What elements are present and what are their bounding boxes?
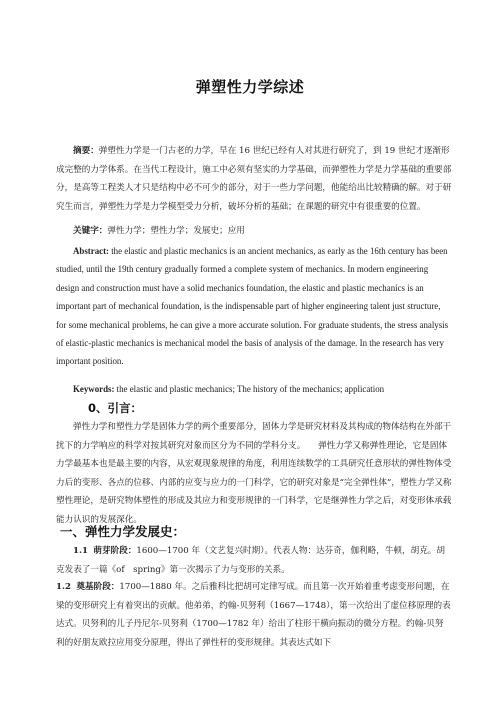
keywords-en [56,380,452,398]
abstract-cn-text: 弹塑性力学是一门古老的力学，早在 16 世纪已经有人对其进行研究了，到 19 世纪才逐渐形成完整的力学体系。在当代工程设计，施工中必须有坚实的力学基础，而弹塑性力学是力学基础的重要部分，是高等工程类人才只是结构中必不可少的部分，对于一些力学问题，他能给出比较精确的解。对于研究生而言，弹塑性力学是力学模型受力分析，破坏分析的基础；在课题的研究中有很重要的位置。 [56,146,452,212]
abstract-cn [56,142,452,216]
item-1-1-num: 1.1 [73,546,88,556]
item-1-2-num: 1.2 [56,582,71,592]
page-title: 弹塑性力学综述 [195,78,305,96]
abstract-en [56,242,452,371]
section-1-heading: 一、弹性力学发展史： [60,524,186,539]
keywords-en-text: the elastic and plastic mechanics; The history of the mechanics; application [114,384,385,394]
item-1-1-text: 1600—1700 年（文艺复兴时期）。代表人物：达芬奇，伽利略，牛顿，胡克。胡克发表了一篇《of spring》第一次揭示了力与变形的关系。 [56,546,445,575]
abstract-en-text: the elastic and plastic mechanics is an ancient mechanics, as early as the 16th century has been studied, until the 19th century gradually formed a complete system of mechanics. In modern engineering design and construction must have a solid mechanics foundation, the elastic and plastic mechanics is an important part of mechanical foundation, is the indispensable part of higher engineering talent just structure, for some mechanical problems, he can give a more accurate solution. For graduate students, the stress analysis of elastic-plastic mechanics is mechanical model the basis of analysis of the damage. In the research has very important position. [56,246,449,367]
abstract-cn-label: 摘要： [73,146,99,156]
keywords-en-label: Keywords: [73,384,115,394]
keywords-cn-text: 弹性力学；塑性力学；发展史；应用 [107,226,245,236]
intro-heading: 0、引言： [88,401,143,415]
abstract-en-label: Abstract: [73,246,109,256]
item-1-1-label: 萌芽阶段： [93,546,137,556]
item-1-2 [56,578,452,652]
item-1-2-label: 奠基阶段： [76,582,120,592]
keywords-cn-label: 关键字： [73,226,108,236]
item-1-2-text: 1700—1880 年。之后雅科比把胡可定律写成。而且第一次开始着重考虑变形问题，在梁的变形研究上有着突出的贡献。他弟弟，约翰-贝努利（1667—1748），第一次给出了虚位移原理的表达式。贝努利的儿子丹尼尔-贝努利（1700—1782 年）给出了柱形干横向振动的微分方程。约翰-贝努利的好朋友欧拉应用变分原理，得出了弹性杆的变形规律。其表达式如下 [56,582,451,648]
intro-paragraph: 弹性力学和塑性力学是固体力学的两个重要部分，固体力学是研究材料及其构成的物体结构在外部干扰下的力学响应的科学对按其研究对象而区分为不同的学科分支。 弹性力学又称弹性理论，它是固体力学最基本也是最主要的内容，从宏观现象规律的角度，利用连续数学的工具研究任意形状的弹性物体受力后的变形、各点的位移、内部的应变与应力的一门科学，它的研究对象是“完全弹性体”，塑性力学又称塑性理论，是研究物体塑性的形成及其应力和变形规律的一门科学，它是继弹性力学之后，对变形体承载能力认识的发展深化。 [56,422,452,525]
item-1-1 [56,542,452,579]
keywords-cn [56,222,452,241]
